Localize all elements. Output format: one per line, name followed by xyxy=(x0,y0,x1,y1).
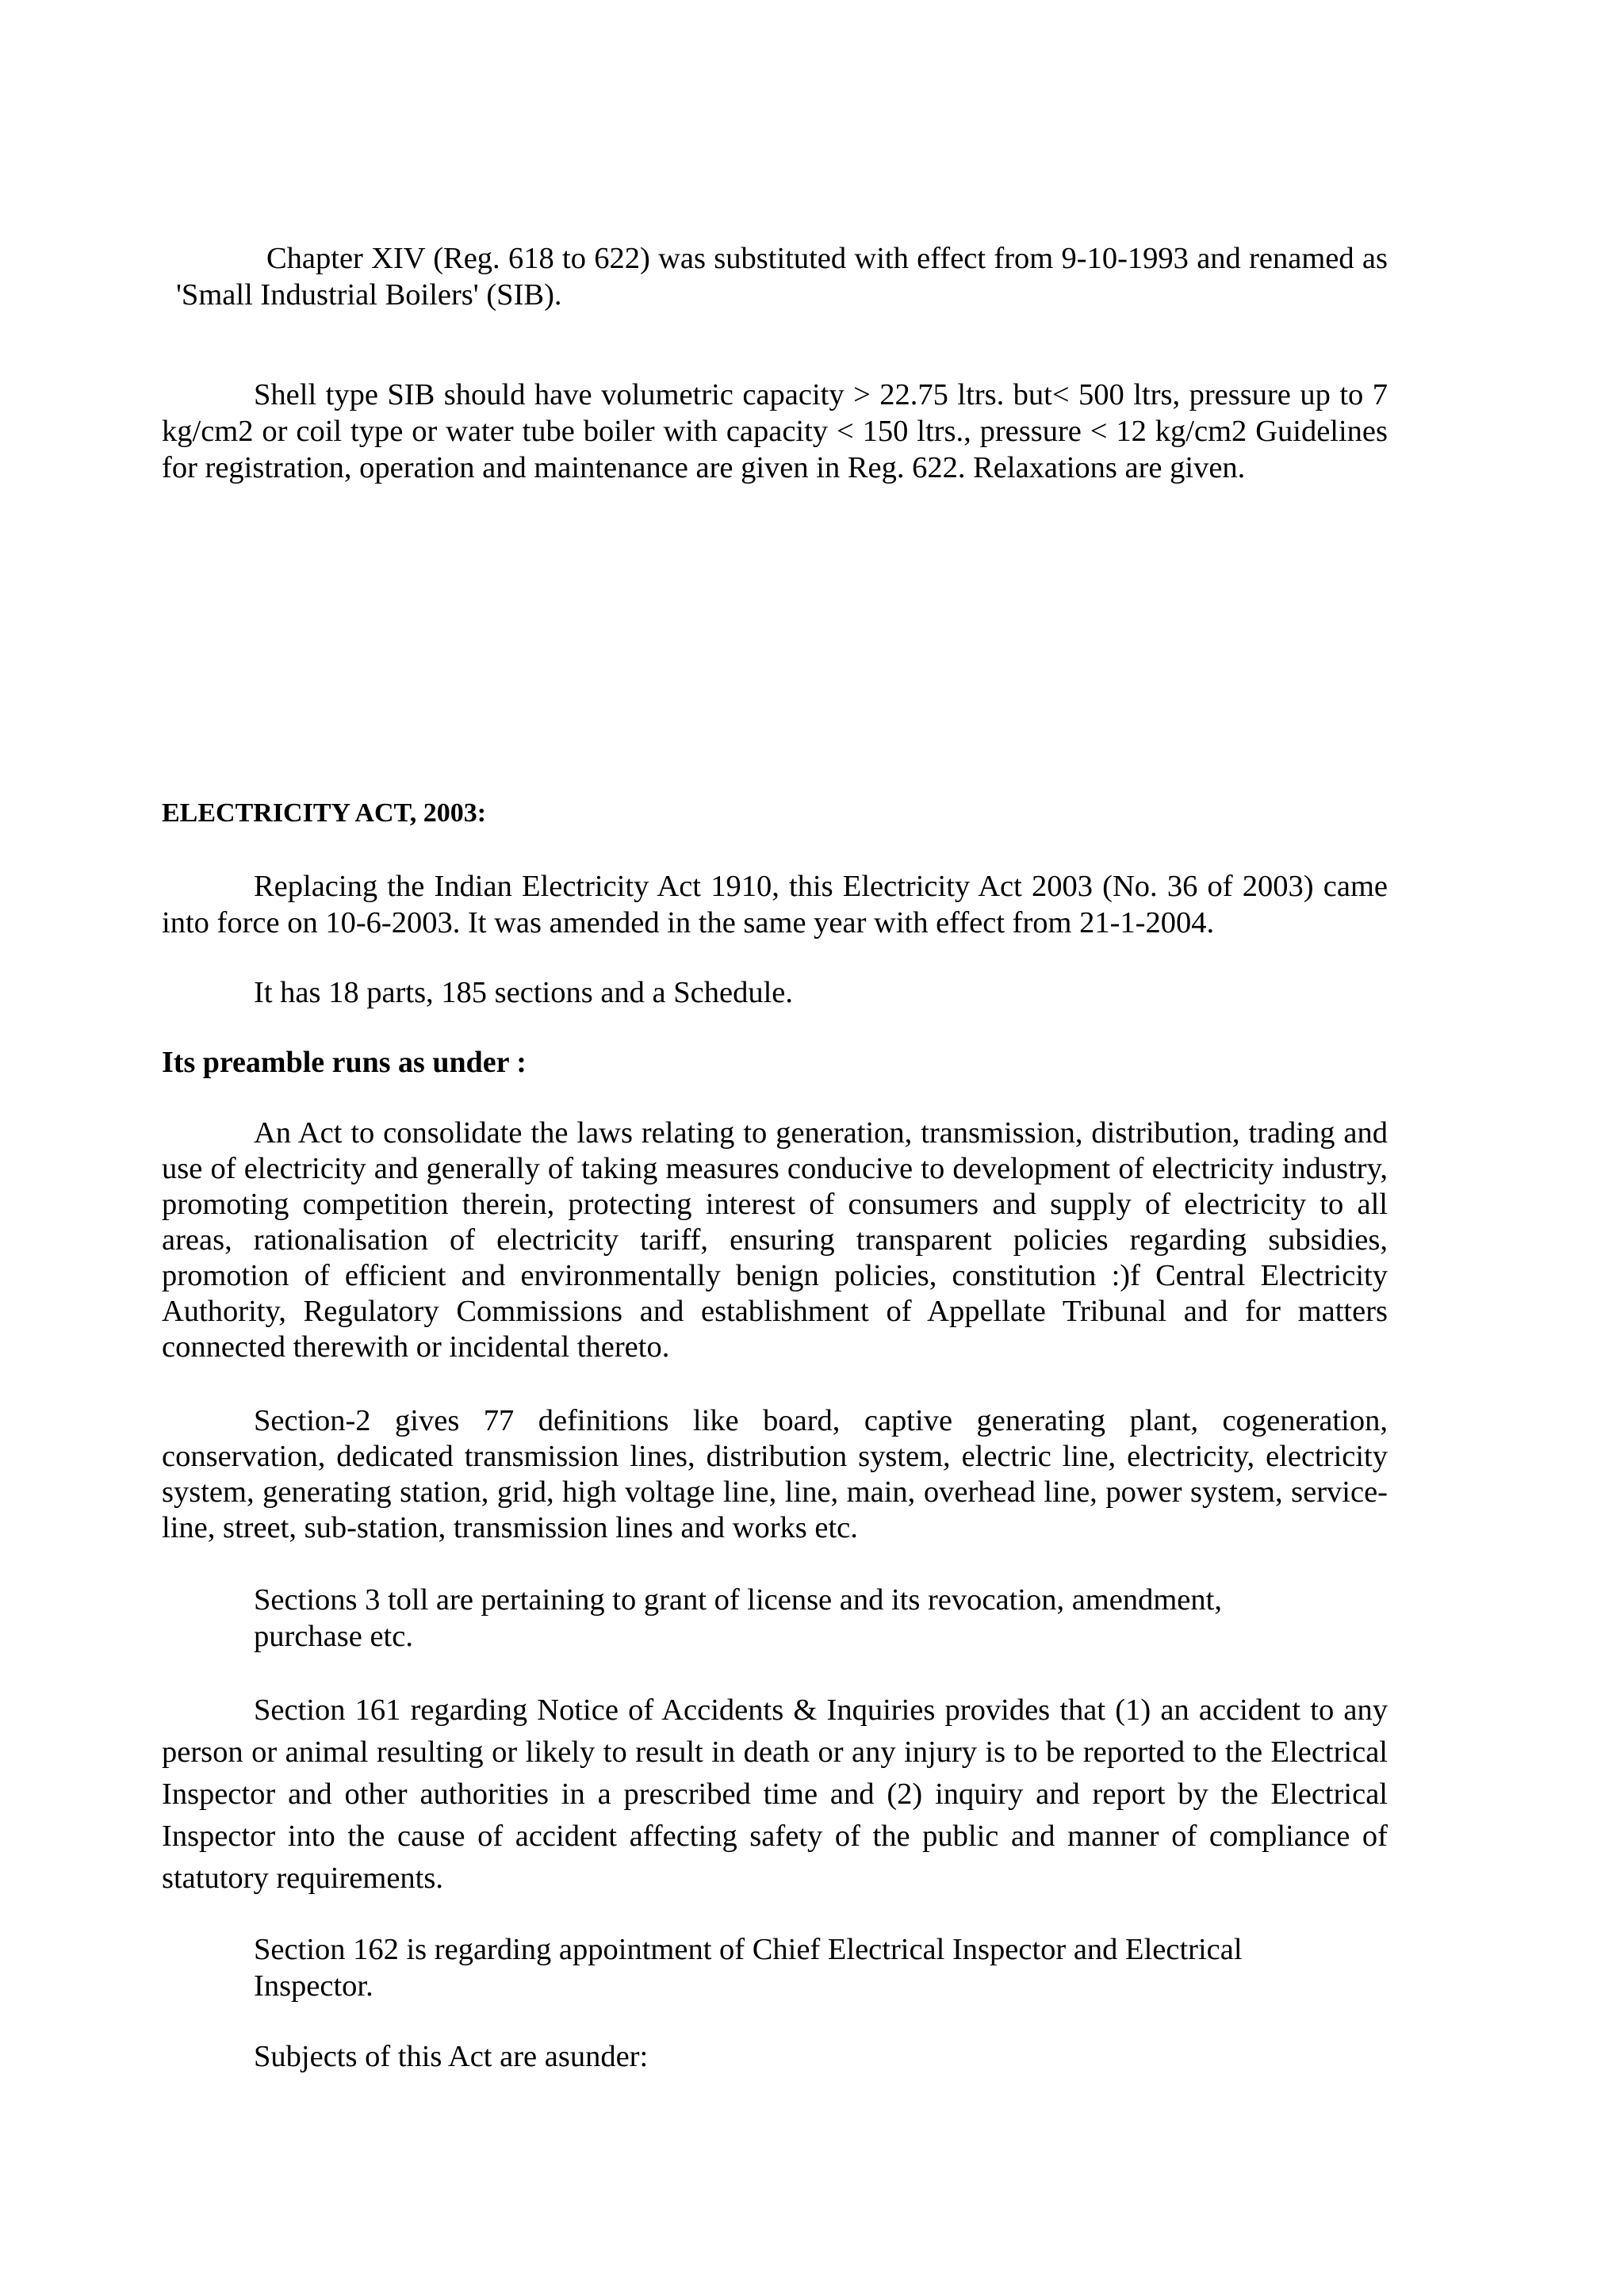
paragraph-sections-3: Sections 3 toll are pertaining to grant of license and its revocation, amendment, purchase etc. xyxy=(254,1583,1222,1653)
paragraph-section-161: Section 161 regarding Notice of Accidents & Inquiries provides that (1) an accident to any person or animal resulting or likely to result in death or any injury is to be reported to the Electrical Inspector and other authorities in a prescribed time and (2) inquiry and report by the Electrical Inspector into the cause of accident affecting safety of the public and manner of compliance of statutory requirements. xyxy=(162,1693,1388,1895)
paragraph-replacing-act: Replacing the Indian Electricity Act 1910, this Electricity Act 2003 (No. 36 of 2003) came into force on 10-6-2003. It was amended in the same year with effect from 21-1-2004. xyxy=(162,870,1388,939)
paragraph-shell-type-sib: Shell type SIB should have volumetric capacity > 22.75 ltrs. but< 500 ltrs, pressure up to 7 kg/cm2 or coil type or water tube boiler with capacity < 150 ltrs., pressure < 12 kg/cm2 Guidelines for registration, operation and maintenance are given in Reg. 622. Relaxations are given. xyxy=(162,378,1388,484)
paragraph-parts-sections: It has 18 parts, 185 sections and a Schedule. xyxy=(254,976,794,1009)
paragraph-subjects: Subjects of this Act are asunder: xyxy=(254,2040,649,2073)
heading-preamble: Its preamble runs as under : xyxy=(162,1046,527,1079)
heading-electricity-act: ELECTRICITY ACT, 2003: xyxy=(162,798,487,828)
paragraph-chapter-xiv: Chapter XIV (Reg. 618 to 622) was substituted with effect from 9-10-1993 and renamed as 'Small Industrial Boilers' (SIB). xyxy=(176,242,1388,312)
paragraph-section-162: Section 162 is regarding appointment of Chief Electrical Inspector and Electrical Inspector. xyxy=(254,1933,1243,2003)
paragraph-preamble-text: An Act to consolidate the laws relating to generation, transmission, distribution, trading and use of electricity and generally of taking measures conducive to development of electricity industry, promoting competition therein, protecting interest of consumers and supply of electricity to all areas, rationalisation of electricity tariff, ensuring transparent policies regarding subsidies, promotion of efficient and environmentally benign policies, constitution :)f Central Electricity Authority, Regulatory Commissions and establishment of Appellate Tribunal and for matters connected therewith or incidental thereto. xyxy=(162,1116,1388,1364)
paragraph-section-2: Section-2 gives 77 definitions like board, captive generating plant, cogeneration, conservation, dedicated transmission lines, distribution system, electric line, electricity, electricity system, generating station, grid, high voltage line, line, main, overhead line, power system, service-line, street, sub-station, transmission lines and works etc. xyxy=(162,1404,1388,1544)
